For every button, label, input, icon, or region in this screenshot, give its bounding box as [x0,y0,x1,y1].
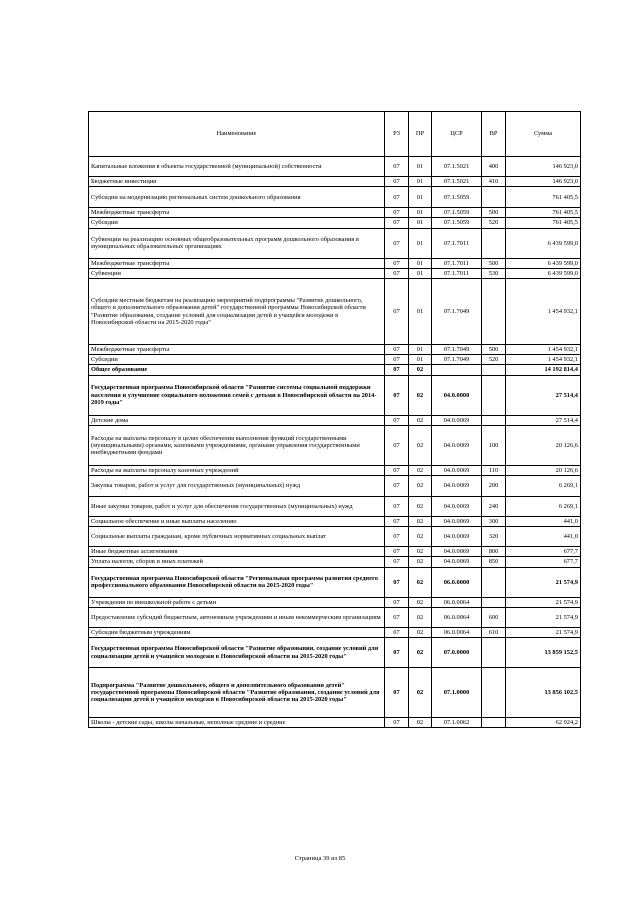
table-header-row [89,112,581,157]
cell-rz: 07 [385,497,409,517]
cell-vr: 100 [482,425,506,465]
table-row [89,218,581,228]
cell-rz: 07 [385,557,409,567]
cell-vr: 600 [482,607,506,627]
cell-vr [482,375,506,415]
cell-vr [482,415,506,425]
cell-csr [432,365,482,375]
cell-name: Иные бюджетные ассигнования [89,547,385,557]
cell-pr: 02 [409,415,432,425]
table-row [89,425,581,465]
cell-name: Социальное обеспечение и иные выплаты населению [89,517,385,527]
cell-rz: 07 [385,638,409,668]
cell-rz: 07 [385,177,409,187]
cell-sum: 6 439 599,0 [506,268,581,278]
cell-name: Капитальные вложения в объекты государственной (муниципальной) собственности [89,157,385,177]
table-row [89,597,581,607]
cell-sum: 21 574,9 [506,567,581,597]
cell-rz: 07 [385,668,409,718]
cell-csr: 04.0.0069 [432,465,482,475]
cell-pr: 02 [409,567,432,597]
table-row [89,465,581,475]
cell-name: Субсидии местным бюджетам на реализацию мероприятий подпрограммы "Развитие дошкольного, общего и дополнительного образования детей" государственной программы Новосибирской области "Развитие образования, создание условий для социализации детей и учащейся молодежи в Новосибирской области на 2015-2020 годы" [89,279,385,345]
cell-name: Субсидии на модернизацию региональных систем дошкольного образования [89,187,385,208]
table-row [89,517,581,527]
cell-pr: 02 [409,718,432,728]
cell-rz: 07 [385,355,409,365]
cell-csr: 07.1.5059 [432,218,482,228]
cell-csr: 04.0.0069 [432,557,482,567]
cell-name: Школы - детские сады, школы начальные, неполные средние и средние [89,718,385,728]
cell-sum: 6 269,1 [506,497,581,517]
cell-vr: 410 [482,177,506,187]
cell-name: Государственная программа Новосибирской области "Региональная программа развития среднего профессионального образования Новосибирской области на 2015-2020 годы" [89,567,385,597]
cell-csr: 04.0.0069 [432,527,482,547]
table-row [89,268,581,278]
cell-name: Расходы на выплаты персоналу казенных учреждений [89,465,385,475]
cell-name: Государственная программа Новосибирской области "Развитие системы социальной поддержки населения и улучшение социального положения семей с детьми в Новосибирской области на 2014-2019 годы" [89,375,385,415]
table-row [89,557,581,567]
cell-name: Межбюджетные трансферты [89,258,385,268]
cell-name: Субсидии [89,218,385,228]
cell-pr: 02 [409,597,432,607]
cell-sum: 761 405,5 [506,187,581,208]
cell-rz: 07 [385,218,409,228]
cell-csr: 06.0.0064 [432,597,482,607]
cell-pr: 02 [409,365,432,375]
cell-csr: 06.0.0000 [432,567,482,597]
cell-name: Расходы на выплаты персоналу в целях обеспечения выполнения функций государственными (муниципальными) органами, казенными учреждениями, органами управления государственными внебюджетными фондами [89,425,385,465]
cell-name: Детские дома [89,415,385,425]
cell-vr: 500 [482,258,506,268]
cell-rz: 07 [385,228,409,258]
cell-pr: 01 [409,208,432,218]
cell-vr: 110 [482,465,506,475]
cell-sum: 146 923,0 [506,157,581,177]
cell-sum: 761 405,5 [506,218,581,228]
cell-pr: 01 [409,157,432,177]
cell-sum: 6 269,1 [506,476,581,497]
cell-vr [482,228,506,258]
cell-name: Закупка товаров, работ и услуг для государственных (муниципальных) нужд [89,476,385,497]
cell-sum: 21 574,9 [506,607,581,627]
table-row [89,547,581,557]
cell-rz: 07 [385,547,409,557]
table-row [89,476,581,497]
cell-csr: 04.0.0069 [432,425,482,465]
cell-csr: 07.1.5021 [432,177,482,187]
cell-rz: 07 [385,718,409,728]
table-row [89,228,581,258]
cell-csr: 07.1.0062 [432,718,482,728]
table-row [89,668,581,718]
cell-sum: 1 454 932,1 [506,345,581,355]
cell-rz: 07 [385,157,409,177]
cell-pr: 01 [409,279,432,345]
page-number: Страница 39 из 85 [294,855,346,862]
cell-pr: 01 [409,258,432,268]
cell-vr [482,567,506,597]
cell-rz: 07 [385,465,409,475]
cell-csr: 07.1.5021 [432,157,482,177]
cell-sum: 677,7 [506,547,581,557]
cell-vr: 300 [482,517,506,527]
cell-rz: 07 [385,517,409,527]
cell-csr: 04.0.0069 [432,415,482,425]
cell-sum: 14 192 814,4 [506,365,581,375]
cell-sum: 27 514,4 [506,415,581,425]
cell-pr: 01 [409,228,432,258]
table-row [89,638,581,668]
cell-name: Субсидии бюджетным учреждениям [89,627,385,637]
cell-sum: 21 574,9 [506,597,581,607]
cell-rz: 07 [385,527,409,547]
cell-pr: 02 [409,465,432,475]
cell-vr [482,638,506,668]
cell-vr: 400 [482,157,506,177]
cell-csr: 07.1.7049 [432,279,482,345]
cell-vr: 800 [482,547,506,557]
cell-sum: 677,7 [506,557,581,567]
cell-name: Социальные выплаты гражданам, кроме публичных нормативных социальных выплат [89,527,385,547]
cell-rz: 07 [385,627,409,637]
cell-name: Межбюджетные трансферты [89,208,385,218]
cell-rz: 07 [385,365,409,375]
cell-rz: 07 [385,567,409,597]
cell-pr: 02 [409,547,432,557]
cell-sum: 27 514,4 [506,375,581,415]
cell-rz: 07 [385,415,409,425]
budget-table [88,111,581,728]
cell-pr: 02 [409,557,432,567]
cell-pr: 02 [409,638,432,668]
cell-name: Субвенции на реализацию основных общеобразовательных программ дошкольного образования в муниципальных образовательных организациях [89,228,385,258]
cell-csr: 04.0.0069 [432,497,482,517]
table-row [89,157,581,177]
cell-csr: 04.0.0069 [432,547,482,557]
cell-sum: 20 126,6 [506,425,581,465]
cell-vr: 530 [482,268,506,278]
cell-name: Межбюджетные трансферты [89,345,385,355]
cell-name: Государственная программа Новосибирской области "Развитие образования, создание условий для социализации детей и учащейся молодежи в Новосибирской области на 2015-2020 годы" [89,638,385,668]
table-row [89,208,581,218]
cell-rz: 07 [385,425,409,465]
cell-csr: 07.0.0000 [432,638,482,668]
cell-rz: 07 [385,476,409,497]
cell-pr: 02 [409,425,432,465]
cell-vr: 850 [482,557,506,567]
cell-pr: 02 [409,627,432,637]
cell-csr: 04.0.0069 [432,517,482,527]
table-row [89,279,581,345]
cell-csr: 07.1.7011 [432,228,482,258]
cell-vr [482,365,506,375]
cell-pr: 02 [409,476,432,497]
cell-rz: 07 [385,279,409,345]
table-row [89,177,581,187]
cell-rz: 07 [385,208,409,218]
table-row [89,527,581,547]
cell-vr [482,597,506,607]
cell-vr: 520 [482,218,506,228]
cell-csr: 06.0.0064 [432,627,482,637]
cell-name: Общее образование [89,365,385,375]
table-row [89,718,581,728]
cell-csr: 07.1.7049 [432,355,482,365]
cell-pr: 02 [409,668,432,718]
cell-sum: 1 454 932,1 [506,279,581,345]
cell-rz: 07 [385,258,409,268]
cell-vr: 200 [482,476,506,497]
cell-rz: 07 [385,607,409,627]
cell-pr: 01 [409,187,432,208]
cell-pr: 01 [409,268,432,278]
header-csr: ЦСР [432,112,482,157]
cell-vr [482,718,506,728]
table-body [89,157,581,728]
cell-vr: 320 [482,527,506,547]
cell-name: Иные закупки товаров, работ и услуг для обеспечения государственных (муниципальных) нужд [89,497,385,517]
cell-pr: 02 [409,517,432,527]
cell-vr: 500 [482,345,506,355]
cell-pr: 02 [409,497,432,517]
cell-sum: 441,0 [506,527,581,547]
cell-csr: 07.1.7011 [432,268,482,278]
header-rz: РЗ [385,112,409,157]
table-row [89,415,581,425]
cell-rz: 07 [385,187,409,208]
table-row [89,607,581,627]
cell-pr: 02 [409,527,432,547]
table-row [89,627,581,637]
table-row [89,187,581,208]
cell-csr: 04.0.0000 [432,375,482,415]
cell-name: Субвенции [89,268,385,278]
header-vr: ВР [482,112,506,157]
cell-csr: 07.1.0000 [432,668,482,718]
table-row [89,355,581,365]
cell-sum: 13 856 102,5 [506,668,581,718]
table-row [89,258,581,268]
cell-name: Уплата налогов, сборов и иных платежей [89,557,385,567]
cell-sum: 6 439 599,0 [506,228,581,258]
cell-rz: 07 [385,597,409,607]
cell-rz: 07 [385,268,409,278]
table-row [89,365,581,375]
table-row [89,375,581,415]
cell-pr: 01 [409,218,432,228]
cell-sum: 146 923,0 [506,177,581,187]
cell-sum: 13 859 152,5 [506,638,581,668]
cell-name: Предоставление субсидий бюджетным, автономным учреждениям и иным некоммерческим организациям [89,607,385,627]
cell-csr: 07.1.7049 [432,345,482,355]
cell-csr: 07.1.5059 [432,208,482,218]
cell-name: Учреждения по внешкольной работе с детьми [89,597,385,607]
header-pr: ПР [409,112,432,157]
cell-sum: 20 126,6 [506,465,581,475]
table-row [89,497,581,517]
cell-vr: 500 [482,208,506,218]
cell-sum: 761 405,5 [506,208,581,218]
cell-vr: 240 [482,497,506,517]
table-row [89,345,581,355]
cell-pr: 01 [409,345,432,355]
cell-vr [482,187,506,208]
header-sum: Сумма [506,112,581,157]
header-name: Наименование [89,112,385,157]
cell-csr: 04.0.0069 [432,476,482,497]
cell-pr: 02 [409,375,432,415]
cell-vr: 610 [482,627,506,637]
cell-csr: 07.1.7011 [432,258,482,268]
cell-sum: 441,0 [506,517,581,527]
cell-vr [482,668,506,718]
cell-vr: 520 [482,355,506,365]
cell-pr: 02 [409,607,432,627]
cell-csr: 06.0.0064 [432,607,482,627]
cell-name: Субсидии [89,355,385,365]
cell-rz: 07 [385,345,409,355]
cell-sum: 62 924,2 [506,718,581,728]
cell-csr: 07.1.5059 [432,187,482,208]
cell-name: Бюджетные инвестиции [89,177,385,187]
cell-rz: 07 [385,375,409,415]
cell-sum: 21 574,9 [506,627,581,637]
cell-name: Подпрограмма "Развитие дошкольного, общего и дополнительного образования детей" государственной программы Новосибирской области "Развитие образования, создание условий для социализации детей и учащейся молодежи в Новосибирской области на 2015-2020 годы" [89,668,385,718]
cell-sum: 1 454 932,1 [506,355,581,365]
cell-pr: 01 [409,355,432,365]
table-row [89,567,581,597]
cell-sum: 6 439 599,0 [506,258,581,268]
cell-vr [482,279,506,345]
cell-pr: 01 [409,177,432,187]
